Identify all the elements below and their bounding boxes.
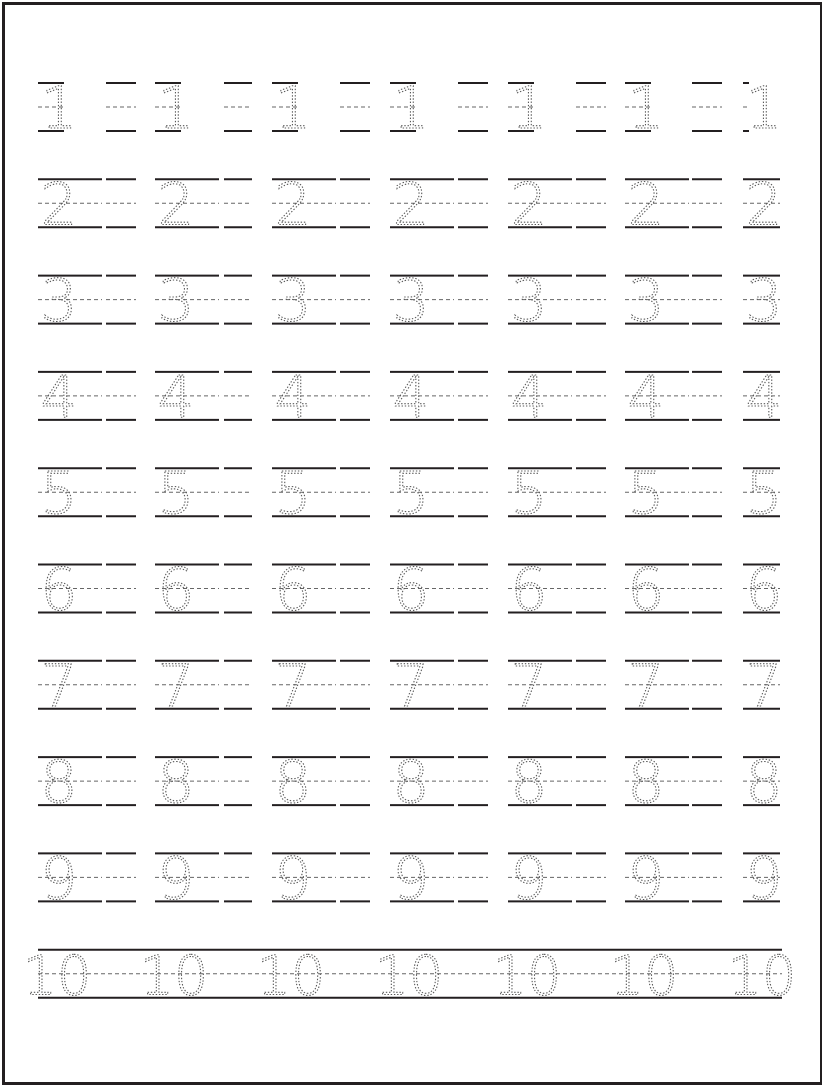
trace-digit: 5 <box>393 459 430 527</box>
trace-digit: 10 <box>493 945 562 1008</box>
trace-digit: 5 <box>628 459 665 527</box>
trace-digit: 7 <box>41 652 78 720</box>
trace-digit: 7 <box>511 652 548 720</box>
tracing-row-5 <box>38 459 782 527</box>
trace-digit: 9 <box>393 844 430 912</box>
trace-digit: 2 <box>628 170 665 238</box>
tracing-row-7 <box>38 652 782 720</box>
trace-digit: 9 <box>628 844 665 912</box>
trace-digit: 2 <box>511 170 548 238</box>
trace-digit: 3 <box>746 267 783 335</box>
trace-digit: 9 <box>158 844 195 912</box>
trace-digit: 10 <box>610 945 679 1008</box>
trace-digit: 6 <box>41 556 78 624</box>
trace-digit: 8 <box>275 748 312 816</box>
trace-digit: 1 <box>511 74 548 142</box>
trace-digit: 7 <box>628 652 665 720</box>
trace-digit: 4 <box>275 363 312 431</box>
trace-digit: 10 <box>23 945 92 1008</box>
trace-digit: 1 <box>746 74 783 142</box>
trace-digit: 5 <box>275 459 312 527</box>
tracing-row-10 <box>23 945 797 1008</box>
trace-digit: 3 <box>393 267 430 335</box>
trace-digit: 5 <box>746 459 783 527</box>
trace-digit: 9 <box>41 844 78 912</box>
trace-digit: 4 <box>393 363 430 431</box>
tracing-row-9 <box>38 844 782 912</box>
trace-digit: 3 <box>275 267 312 335</box>
trace-digit: 10 <box>140 945 209 1008</box>
trace-digit: 5 <box>511 459 548 527</box>
tracing-row-8 <box>38 748 782 816</box>
trace-digit: 2 <box>746 170 783 238</box>
tracing-row-4 <box>38 363 782 431</box>
trace-digit: 3 <box>41 267 78 335</box>
trace-digit: 8 <box>41 748 78 816</box>
trace-digit: 4 <box>511 363 548 431</box>
trace-digit: 4 <box>628 363 665 431</box>
trace-digit: 6 <box>158 556 195 624</box>
tracing-row-6 <box>38 556 782 624</box>
trace-digit: 2 <box>393 170 430 238</box>
trace-digit: 7 <box>158 652 195 720</box>
trace-digit: 6 <box>393 556 430 624</box>
trace-digit: 9 <box>275 844 312 912</box>
trace-digit: 4 <box>746 363 783 431</box>
trace-digit: 10 <box>375 945 444 1008</box>
trace-digit: 2 <box>158 170 195 238</box>
trace-digit: 7 <box>746 652 783 720</box>
trace-digit: 10 <box>257 945 326 1008</box>
trace-digit: 6 <box>275 556 312 624</box>
trace-digit: 10 <box>728 945 797 1008</box>
trace-digit: 4 <box>41 363 78 431</box>
trace-digit: 7 <box>393 652 430 720</box>
trace-digit: 8 <box>746 748 783 816</box>
trace-digit: 2 <box>41 170 78 238</box>
trace-digit: 6 <box>746 556 783 624</box>
trace-digit: 6 <box>628 556 665 624</box>
trace-digit: 3 <box>628 267 665 335</box>
tracing-row-3 <box>38 267 782 335</box>
trace-digit: 4 <box>158 363 195 431</box>
trace-digit: 8 <box>628 748 665 816</box>
trace-digit: 1 <box>275 74 312 142</box>
tracing-row-1 <box>38 74 782 142</box>
trace-digit: 1 <box>393 74 430 142</box>
trace-digit: 8 <box>158 748 195 816</box>
trace-digit: 6 <box>511 556 548 624</box>
trace-digit: 9 <box>511 844 548 912</box>
trace-digit: 3 <box>158 267 195 335</box>
trace-digit: 5 <box>41 459 78 527</box>
trace-digit: 2 <box>275 170 312 238</box>
trace-digit: 8 <box>511 748 548 816</box>
trace-digit: 3 <box>511 267 548 335</box>
tracing-row-2 <box>38 170 782 238</box>
trace-digit: 7 <box>275 652 312 720</box>
trace-digit: 5 <box>158 459 195 527</box>
trace-digit: 1 <box>158 74 195 142</box>
trace-digit: 1 <box>628 74 665 142</box>
trace-digit: 8 <box>393 748 430 816</box>
trace-digit: 9 <box>746 844 783 912</box>
trace-digit: 1 <box>41 74 78 142</box>
